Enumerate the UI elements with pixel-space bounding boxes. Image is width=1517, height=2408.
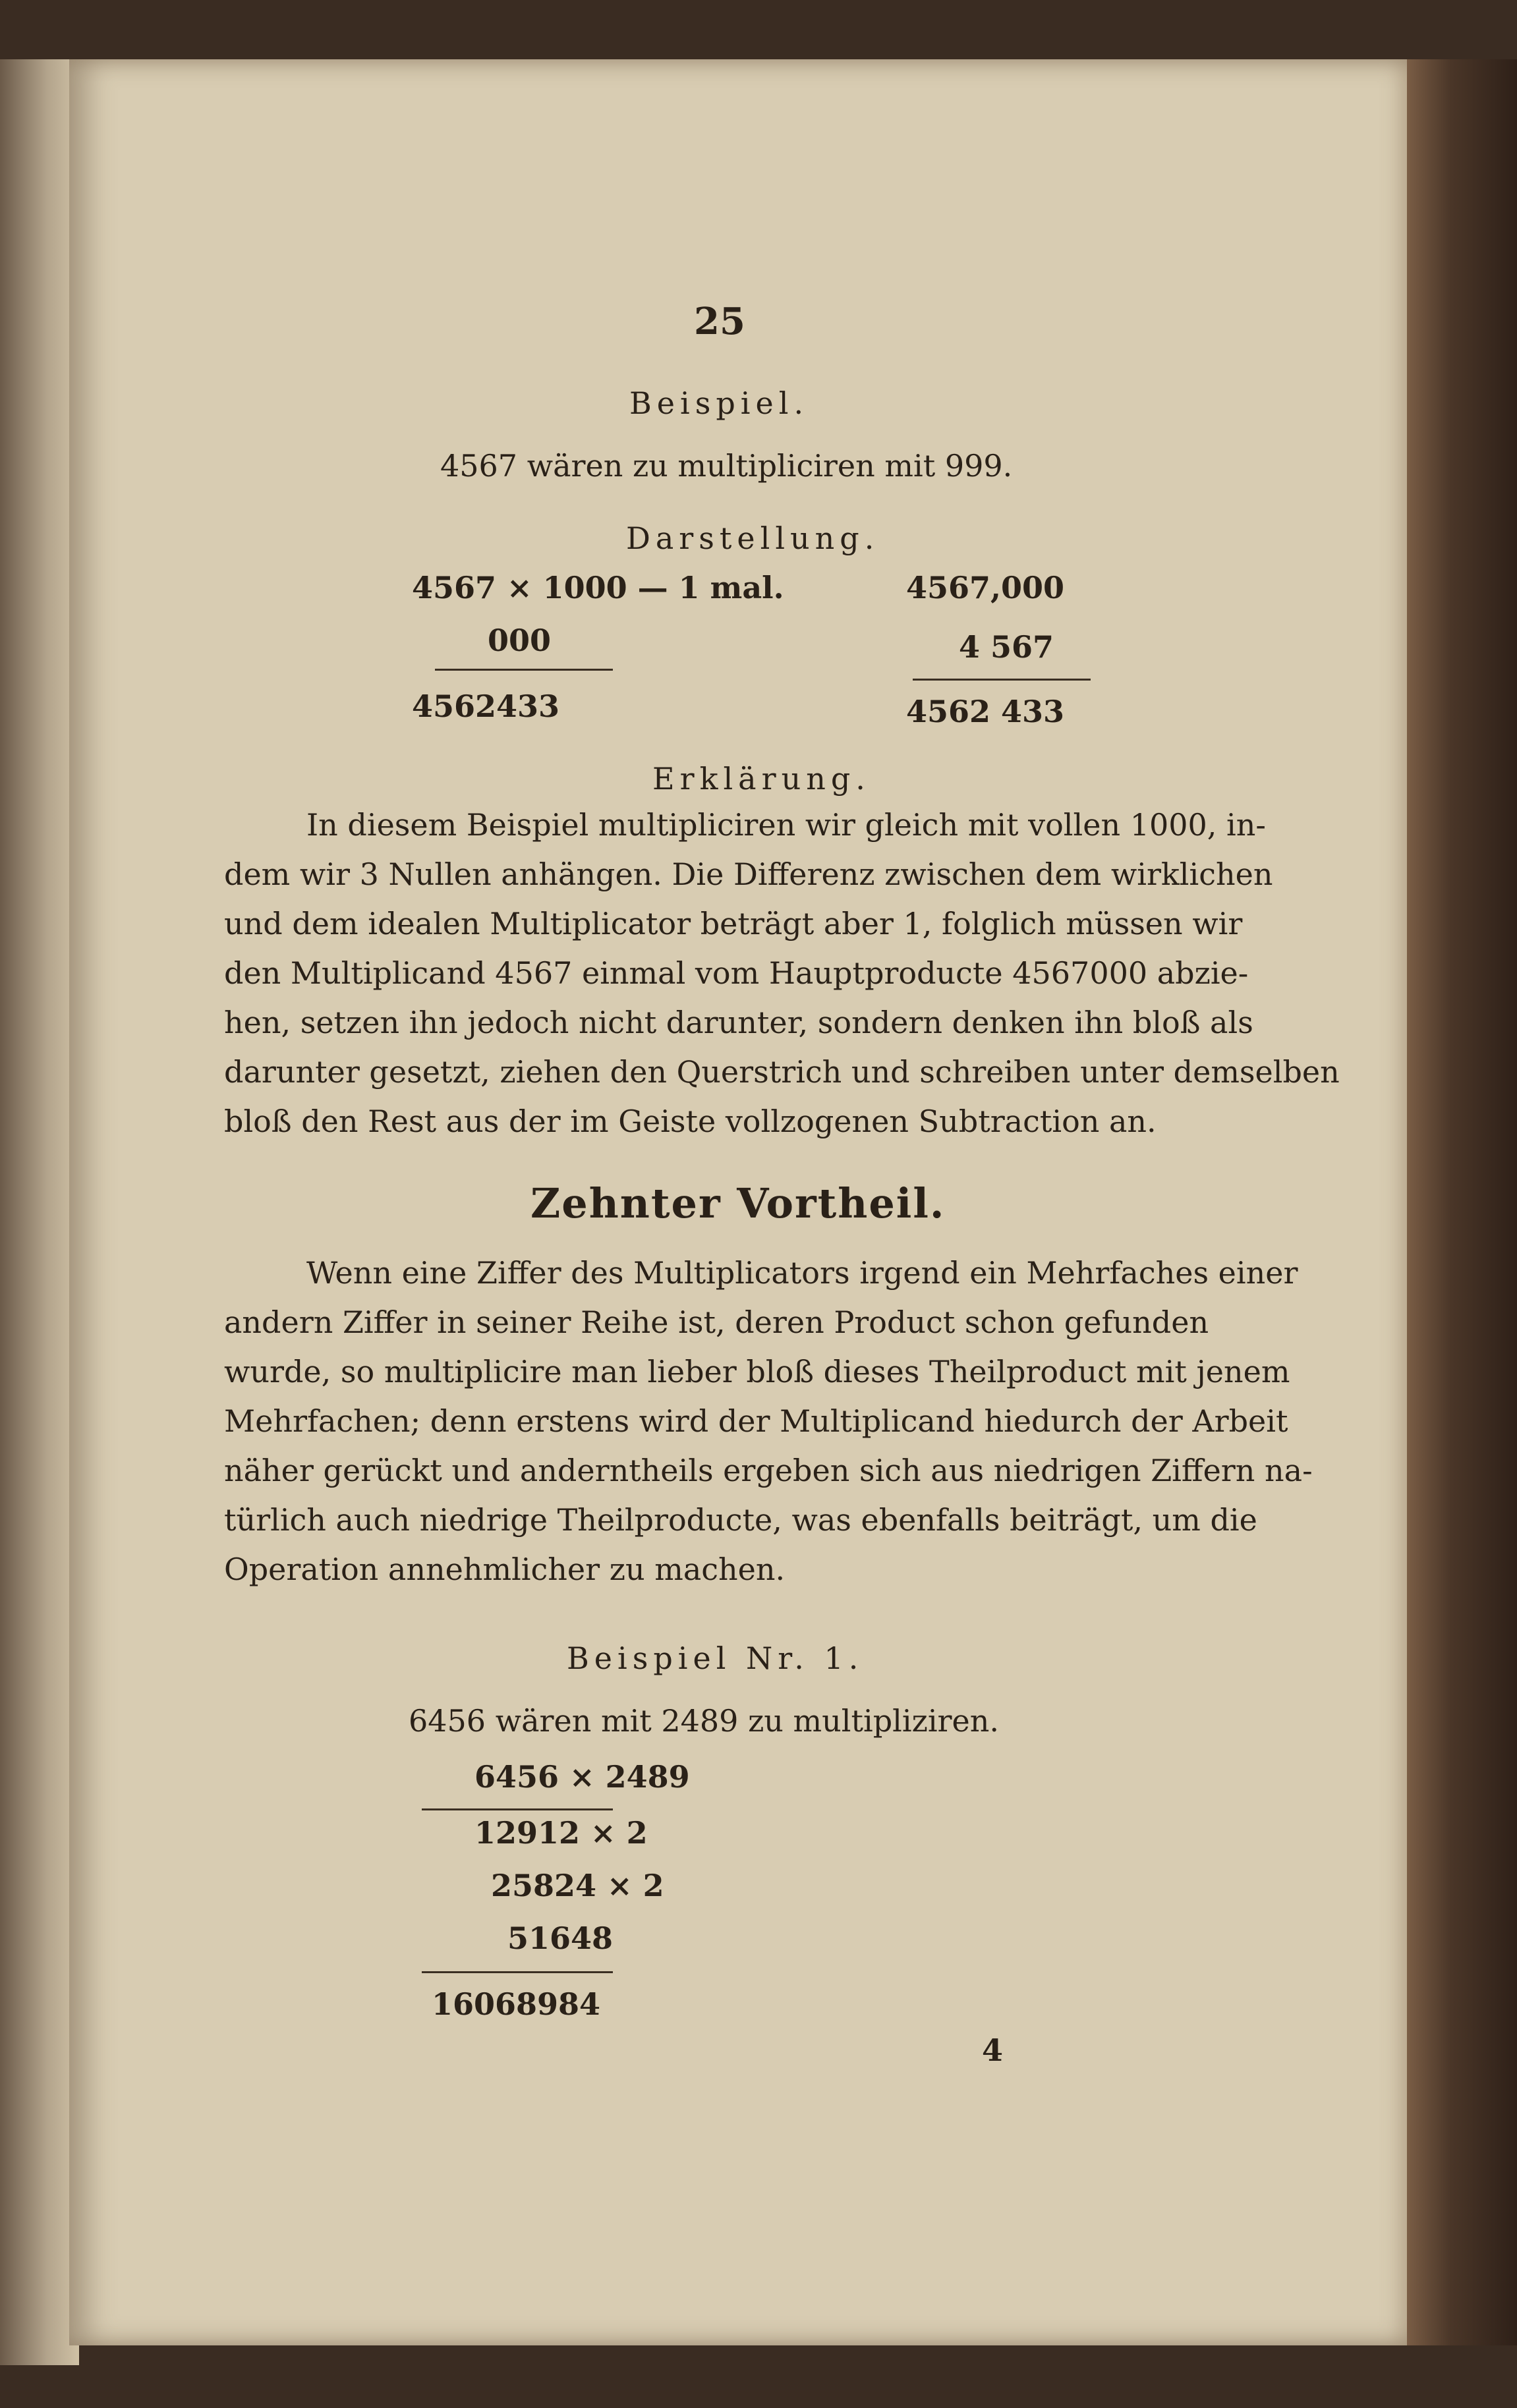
section-line: Wenn eine Ziffer des Multiplicators irgend ein Mehrfaches einer bbox=[306, 1255, 1298, 1291]
example-heading: Beispiel. bbox=[629, 385, 809, 421]
right-calc-result: 4562 433 bbox=[906, 694, 1065, 729]
calc-row-2: 25824 × 2 bbox=[491, 1868, 664, 1903]
signature-mark: 4 bbox=[982, 2032, 1004, 2068]
explanation-line: hen, setzen ihn jedoch nicht darunter, sondern denken ihn bloß als bbox=[224, 1005, 1253, 1040]
example2-problem: 6456 wären mit 2489 zu multipliziren. bbox=[409, 1703, 999, 1739]
explanation-heading: Erklärung. bbox=[652, 761, 871, 797]
section-line: Operation annehmlicher zu machen. bbox=[224, 1552, 786, 1587]
section-line: Mehrfachen; denn erstens wird der Multiplicand hiedurch der Arbeit bbox=[224, 1403, 1288, 1439]
example2-heading: Beispiel Nr. 1. bbox=[567, 1640, 864, 1676]
section-title: Zehnter Vortheil. bbox=[530, 1179, 946, 1227]
calc-row-0: 6456 × 2489 bbox=[474, 1759, 690, 1795]
explanation-line: den Multiplicand 4567 einmal vom Hauptproducte 4567000 abzie- bbox=[224, 955, 1249, 991]
explanation-line: darunter gesetzt, ziehen den Querstrich und schreiben unter demselben bbox=[224, 1054, 1340, 1090]
left-calc-rule bbox=[435, 669, 613, 671]
calc-row-3: 51648 bbox=[507, 1920, 614, 1956]
right-calc-rule bbox=[913, 679, 1091, 681]
calc-rule-bottom bbox=[422, 1971, 613, 1973]
left-calc-line2: 000 bbox=[488, 623, 552, 658]
section-line: andern Ziffer in seiner Reihe ist, deren Product schon gefunden bbox=[224, 1304, 1209, 1340]
book-spine bbox=[1407, 59, 1517, 2345]
right-calc-line2: 4 567 bbox=[959, 629, 1054, 665]
section-line: näher gerückt und anderntheils ergeben sich aus niedrigen Ziffern na- bbox=[224, 1453, 1313, 1488]
calc-rule-top bbox=[422, 1808, 613, 1810]
explanation-line: und dem idealen Multiplicator beträgt aber 1, folglich müssen wir bbox=[224, 906, 1243, 941]
left-calc-line1: 4567 × 1000 — 1 mal. bbox=[412, 570, 784, 605]
explanation-line: In diesem Beispiel multipliciren wir gleich mit vollen 1000, in- bbox=[306, 807, 1266, 843]
left-calc-result: 4562433 bbox=[412, 688, 560, 724]
presentation-heading: Darstellung. bbox=[626, 520, 880, 556]
left-page-edge bbox=[0, 59, 79, 2365]
section-line: wurde, so multiplicire man lieber bloß dieses Theilproduct mit jenem bbox=[224, 1354, 1290, 1389]
explanation-line: dem wir 3 Nullen anhängen. Die Differenz zwischen dem wirklichen bbox=[224, 856, 1273, 892]
calc-result: 16068984 bbox=[432, 1986, 601, 2022]
explanation-line: bloß den Rest aus der im Geiste vollzogenen Subtraction an. bbox=[224, 1104, 1157, 1139]
section-line: türlich auch niedrige Theilproducte, was ebenfalls beiträgt, um die bbox=[224, 1502, 1257, 1538]
page-number: 25 bbox=[694, 300, 745, 343]
right-calc-line1: 4567,000 bbox=[906, 570, 1065, 605]
example-problem: 4567 wären zu multipliciren mit 999. bbox=[440, 448, 1013, 484]
calc-row-1: 12912 × 2 bbox=[474, 1815, 648, 1851]
